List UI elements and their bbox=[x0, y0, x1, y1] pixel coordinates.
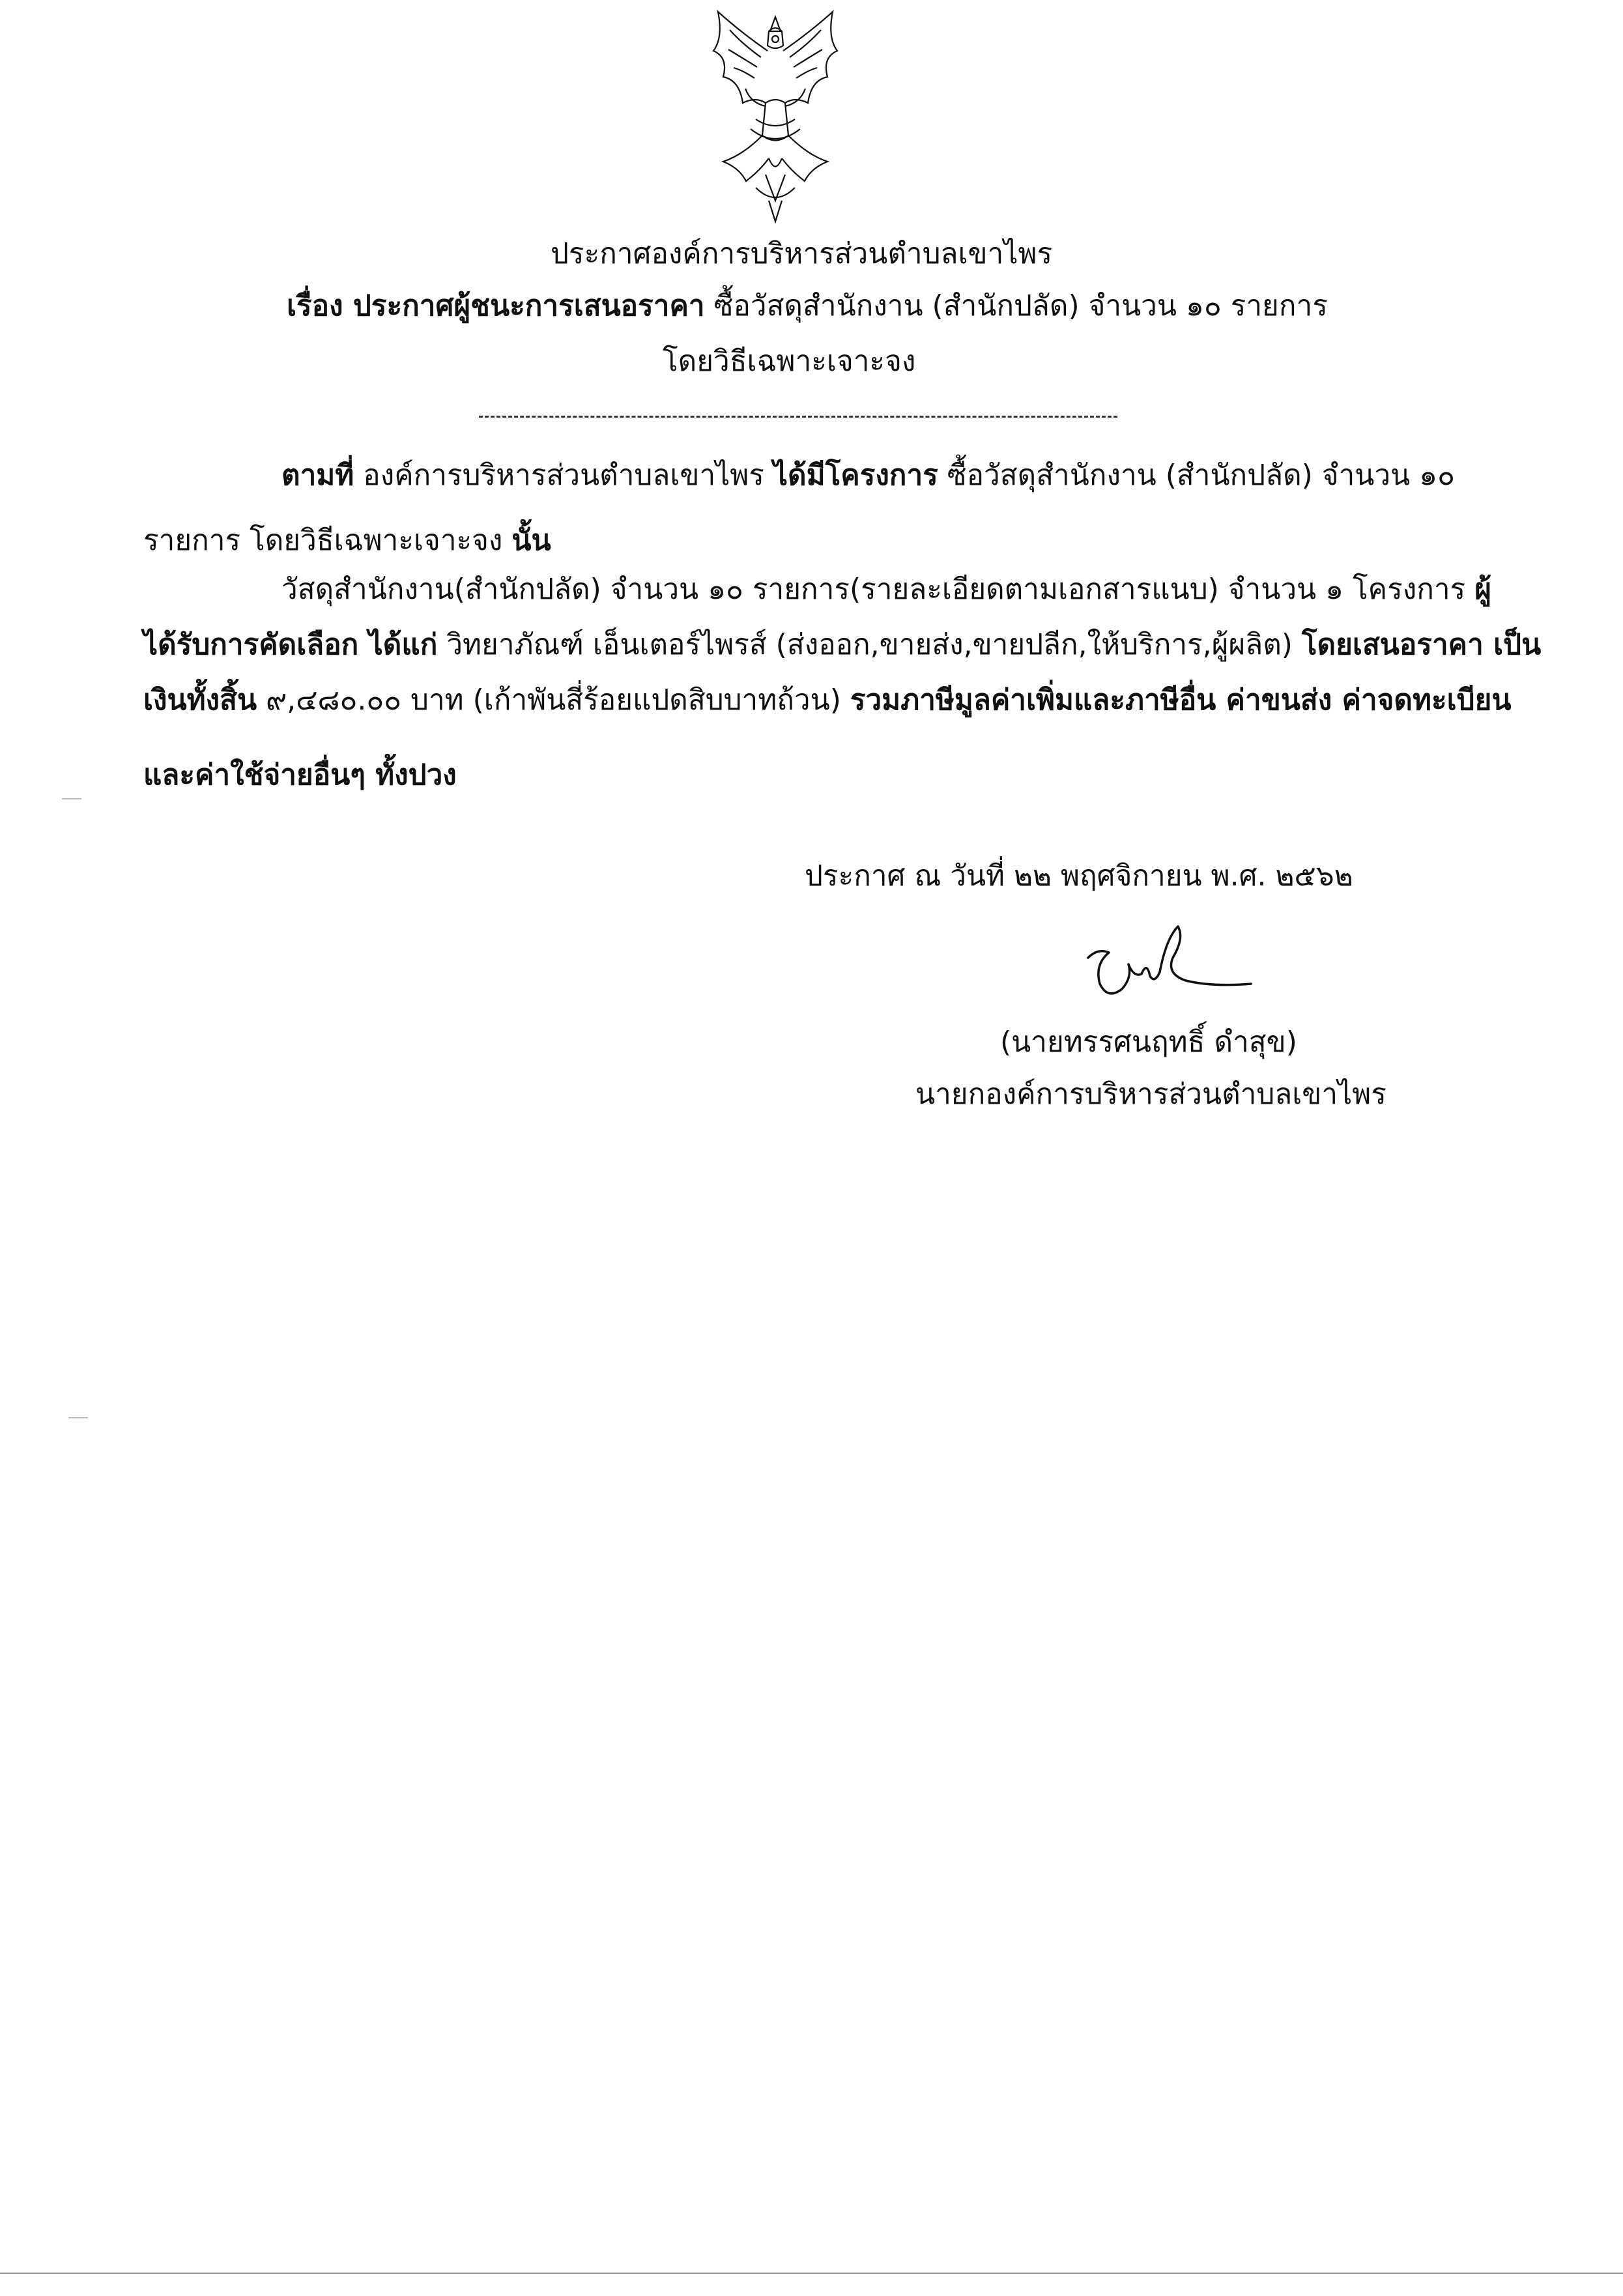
subject-line bbox=[287, 287, 1328, 326]
paragraph-2-line-3 bbox=[143, 681, 1511, 720]
p2-line3-bold-a: เงินทั้งสิ้น bbox=[143, 683, 257, 717]
p1-lead: ตามที่ bbox=[281, 459, 354, 492]
announce-date: ประกาศ ณ วันที่ ๒๒ พฤศจิกายน พ.ศ. ๒๕๖๒ bbox=[805, 859, 1353, 893]
p1-text-a: องค์การบริหารส่วนตำบลเขาไพร bbox=[354, 459, 773, 492]
p2-line2-text: วิทยาภัณฑ์ เอ็นเตอร์ไพรส์ (ส่งออก,ขายส่ง,ขายปลีก,ให้บริการ,ผู้ผลิต) bbox=[437, 628, 1302, 661]
p2-line4-bold: และค่าใช้จ่ายอื่นๆ ทั้งปวง bbox=[143, 758, 457, 792]
scan-edge-line bbox=[0, 2273, 1623, 2274]
p2-line1-bold: ผู้ bbox=[1474, 573, 1491, 606]
method-line: โดยวิธีเฉพาะเจาะจง bbox=[663, 345, 916, 378]
p2-line3-text: ๙,๔๘๐.๐๐ บาท (เก้าพันสี่ร้อยแปดสิบบาทถ้วน) bbox=[257, 683, 850, 717]
signature-icon bbox=[1069, 912, 1257, 1016]
p2-line1-text: วัสดุสำนักงาน(สำนักปลัด) จำนวน ๑๐ รายการ(รายละเอียดตามเอกสารแนบ) จำนวน ๑ โครงการ bbox=[281, 573, 1475, 606]
dashed-divider bbox=[479, 416, 1117, 418]
page-title: ประกาศองค์การบริหารส่วนตำบลเขาไพร bbox=[551, 237, 1053, 270]
p2-line2-bold-b: โดยเสนอราคา เป็น bbox=[1301, 628, 1542, 661]
p2-line2-bold-a: ได้รับการคัดเลือก ได้แก่ bbox=[143, 628, 438, 661]
signer-name: (นายทรรศนฤทธิ์ ดำสุข) bbox=[1000, 1026, 1297, 1059]
signer-title: นายกองค์การบริหารส่วนตำบลเขาไพร bbox=[915, 1078, 1386, 1111]
scan-speck bbox=[68, 1417, 88, 1418]
subject-label: เรื่อง ประกาศผู้ชนะการเสนอราคา bbox=[287, 289, 705, 323]
p1-line2-text: รายการ โดยวิธีเฉพาะเจาะจง bbox=[143, 524, 512, 557]
p1-bold-mid: ได้มีโครงการ bbox=[773, 459, 938, 492]
paragraph-1-line-2 bbox=[143, 521, 551, 560]
paragraph-1-line-1 bbox=[281, 456, 1455, 495]
p1-line2-bold: นั้น bbox=[511, 524, 551, 557]
scan-speck bbox=[62, 798, 81, 799]
paragraph-2-line-2 bbox=[143, 625, 1541, 665]
p2-line3-bold-b: รวมภาษีมูลค่าเพิ่มและภาษีอื่น ค่าขนส่ง ค่าจดทะเบียน bbox=[850, 683, 1512, 717]
garuda-emblem-icon bbox=[678, 5, 873, 227]
subject-text: ซื้อวัสดุสำนักงาน (สำนักปลัด) จำนวน ๑๐ รายการ bbox=[704, 289, 1328, 323]
paragraph-2-line-1 bbox=[281, 570, 1491, 609]
p1-text-b: ซื้อวัสดุสำนักงาน (สำนักปลัด) จำนวน ๑๐ bbox=[938, 459, 1455, 492]
paragraph-2-line-4 bbox=[143, 756, 457, 795]
